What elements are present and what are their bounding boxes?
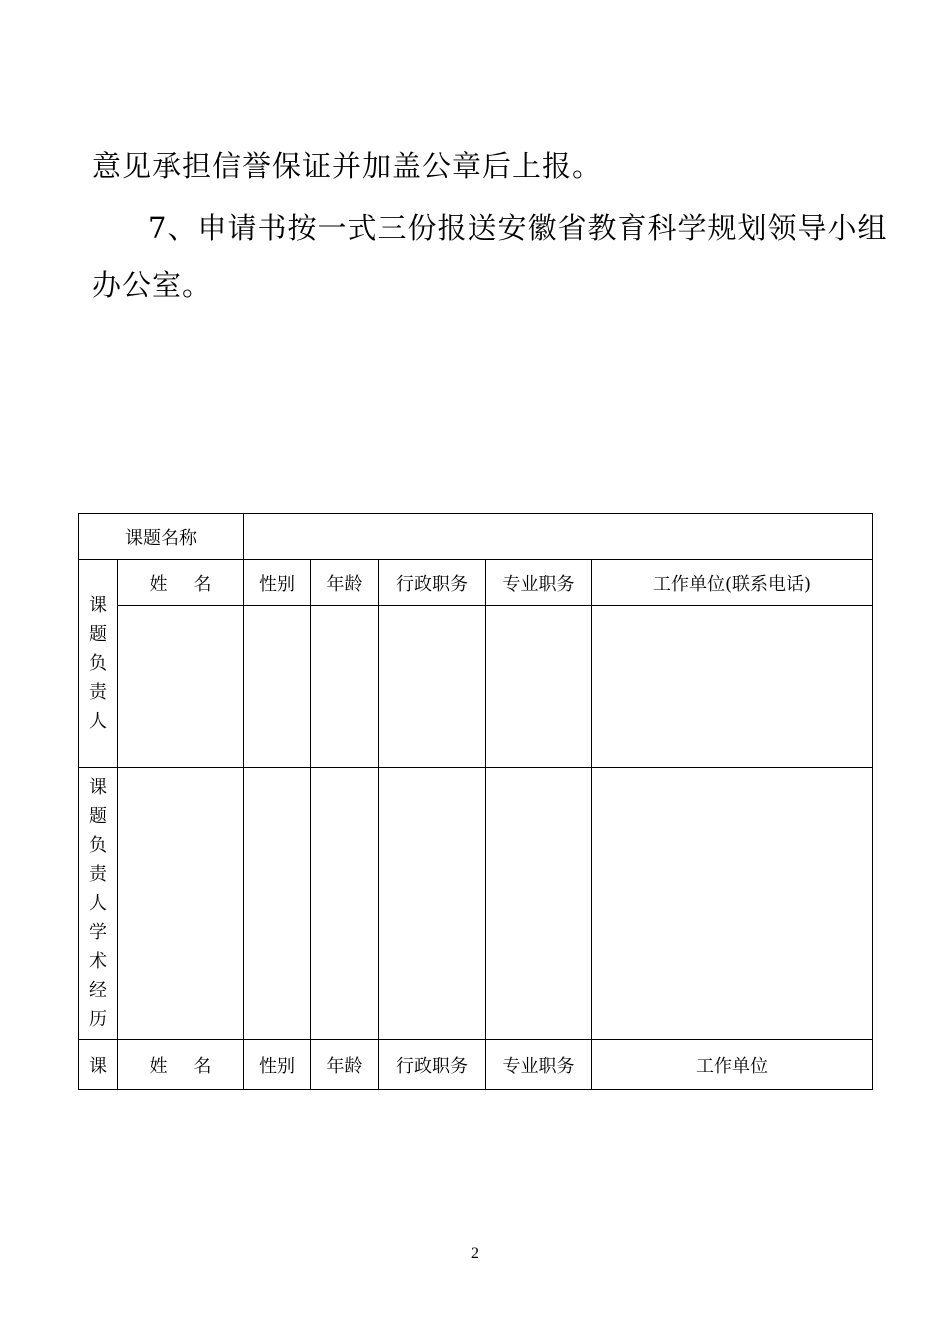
members-header-name: 姓 名: [118, 1040, 244, 1090]
resume-label-char: 术: [89, 951, 107, 972]
page-number: 2: [471, 1245, 479, 1262]
members-header-pro-post: 专业职务: [486, 1040, 592, 1090]
leader-gender-cell[interactable]: [244, 606, 311, 768]
application-form-table: [78, 513, 873, 1090]
leader-age-cell[interactable]: [311, 606, 379, 768]
topic-name-label: 课题名称: [79, 514, 244, 560]
leader-name-cell[interactable]: [118, 606, 244, 768]
resume-label-char: 题: [89, 806, 107, 827]
leader-label-char: 题: [89, 624, 107, 645]
resume-label-char: 学: [89, 922, 107, 943]
leader-pro-post-cell[interactable]: [486, 606, 592, 768]
topic-name-field[interactable]: [244, 514, 873, 560]
header-name: 姓 名: [118, 560, 244, 606]
header-pro-post: 专业职务: [486, 560, 592, 606]
paragraph-2: 7、申请书按一式三份报送安徽省教育科学规划领导小组: [148, 211, 888, 245]
leader-label-char: 课: [89, 595, 107, 616]
header-gender: 性别: [244, 560, 311, 606]
leader-label-char: 负: [89, 653, 107, 674]
resume-cell-1[interactable]: [118, 768, 244, 1040]
leader-unit-cell[interactable]: [592, 606, 873, 768]
members-header-age: 年龄: [311, 1040, 379, 1090]
resume-label-char: 课: [89, 777, 107, 798]
resume-row-label: [79, 768, 118, 1040]
leader-data-row: [79, 606, 873, 768]
topic-name-row: [79, 514, 873, 560]
header-admin-post: 行政职务: [379, 560, 486, 606]
resume-label-char: 责: [89, 864, 107, 885]
resume-label-char: 历: [89, 1009, 107, 1030]
resume-cell-4[interactable]: [379, 768, 486, 1040]
members-row-label: 课: [79, 1040, 118, 1090]
resume-cell-3[interactable]: [311, 768, 379, 1040]
resume-cell-5[interactable]: [486, 768, 592, 1040]
paragraph-1: 意见承担信誉保证并加盖公章后上报。: [92, 149, 603, 183]
resume-label-char: 负: [89, 835, 107, 856]
resume-label-char: 经: [89, 980, 107, 1001]
members-header-row: [79, 1040, 873, 1090]
resume-cell-6[interactable]: [592, 768, 873, 1040]
leader-admin-post-cell[interactable]: [379, 606, 486, 768]
members-header-admin-post: 行政职务: [379, 1040, 486, 1090]
leader-row-label: [79, 560, 118, 768]
members-header-unit: 工作单位: [592, 1040, 873, 1090]
leader-header-row: [79, 560, 873, 606]
members-header-gender: 性别: [244, 1040, 311, 1090]
resume-row: [79, 768, 873, 1040]
paragraph-3: 办公室。: [92, 268, 213, 302]
resume-cell-2[interactable]: [244, 768, 311, 1040]
resume-label-char: 人: [89, 893, 107, 914]
header-age: 年龄: [311, 560, 379, 606]
header-unit-phone: 工作单位(联系电话): [592, 560, 873, 606]
leader-label-char: 人: [89, 711, 107, 732]
leader-label-char: 责: [89, 682, 107, 703]
